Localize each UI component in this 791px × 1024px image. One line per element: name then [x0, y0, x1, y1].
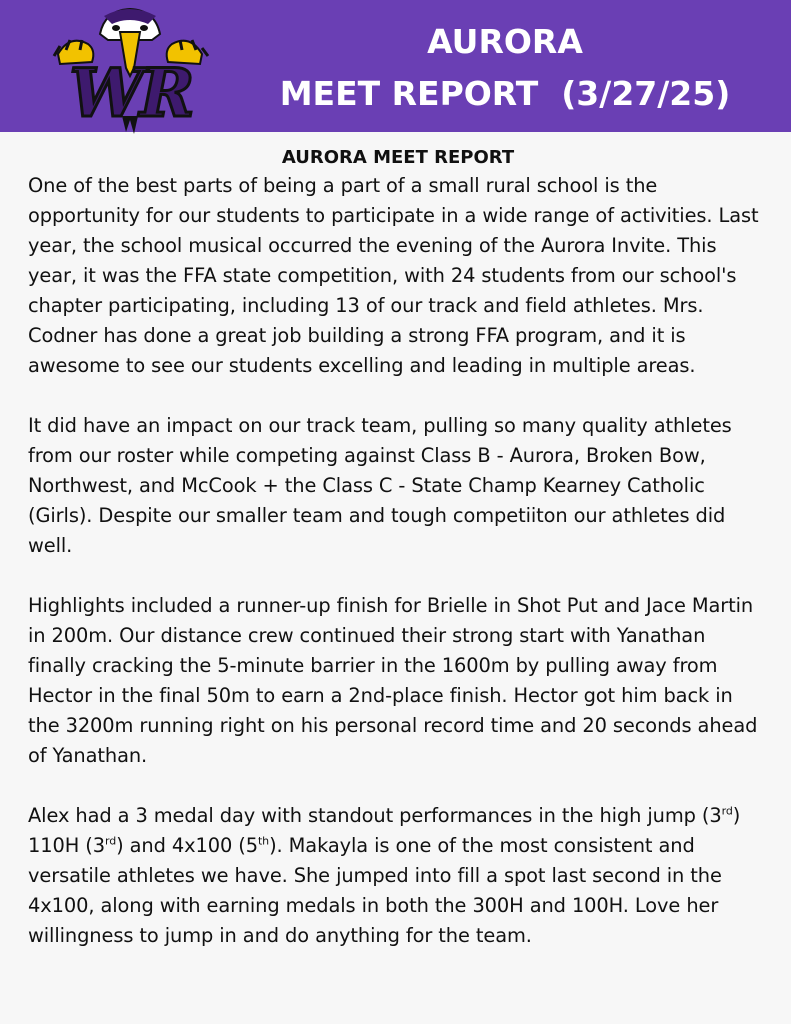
p4-sup-2: rd: [104, 834, 117, 848]
p4-part-c: ) and 4x100 (5: [116, 834, 258, 857]
eagle-wr-logo: [30, 4, 230, 136]
p4-sup-1: rd: [721, 804, 733, 818]
p4-part-d: ). Makayla is one of the most consistent and versatile athletes we have. She jumped into fill a spot last second in the 4x100, along with earning medals in both the 300H and 100H. Love her willingness to jump in and do anything for the team.: [28, 834, 722, 947]
paragraph-1: One of the best parts of being a part of a small rural school is the opportunity for our students to participate in a wide range of activities. Last year, the school musical occurred the evening of the Aurora Invite. This year, it was the FFA state competition, with 24 students from our school's chapter participating, including 13 of our track and field athletes. Mrs. Codner has done a great job building a strong FFA program, and it is awesome to see our students excelling and leading in multiple areas.: [28, 174, 759, 377]
paragraph-4: [28, 801, 768, 951]
paragraph-3: Highlights included a runner-up finish for Brielle in Shot Put and Jace Martin in 200m. Our distance crew continued their strong start with Yanathan finally cracking the 5-minute barrier in the 1600m by pulling away from Hector in the final 50m to earn a 2nd-place finish. Hector got him back in the 3200m running right on his personal record time and 20 seconds ahead of Yanathan.: [28, 594, 758, 767]
title-line-1: AURORA: [427, 22, 583, 61]
paragraph-2: It did have an impact on our track team, pulling so many quality athletes from our roster while competing against Class B - Aurora, Broken Bow, Northwest, and McCook + the Class C - State Champ Kearney Catholic (Girls). Despite our smaller team and tough competiiton our athletes did well.: [28, 414, 732, 557]
title-line-2: MEET REPORT (3/27/25): [279, 74, 731, 113]
page-title: [270, 16, 740, 120]
report-body: [28, 145, 768, 951]
logo-letters: WR: [69, 54, 191, 132]
report-heading: AURORA MEET REPORT: [281, 147, 515, 168]
header-banner: [0, 0, 791, 132]
p4-sup-3: th: [257, 834, 270, 848]
p4-part-b: ) 110H (3: [28, 804, 741, 857]
p4-part-a: Alex had a 3 medal day with standout performances in the high jump (3: [28, 804, 722, 827]
